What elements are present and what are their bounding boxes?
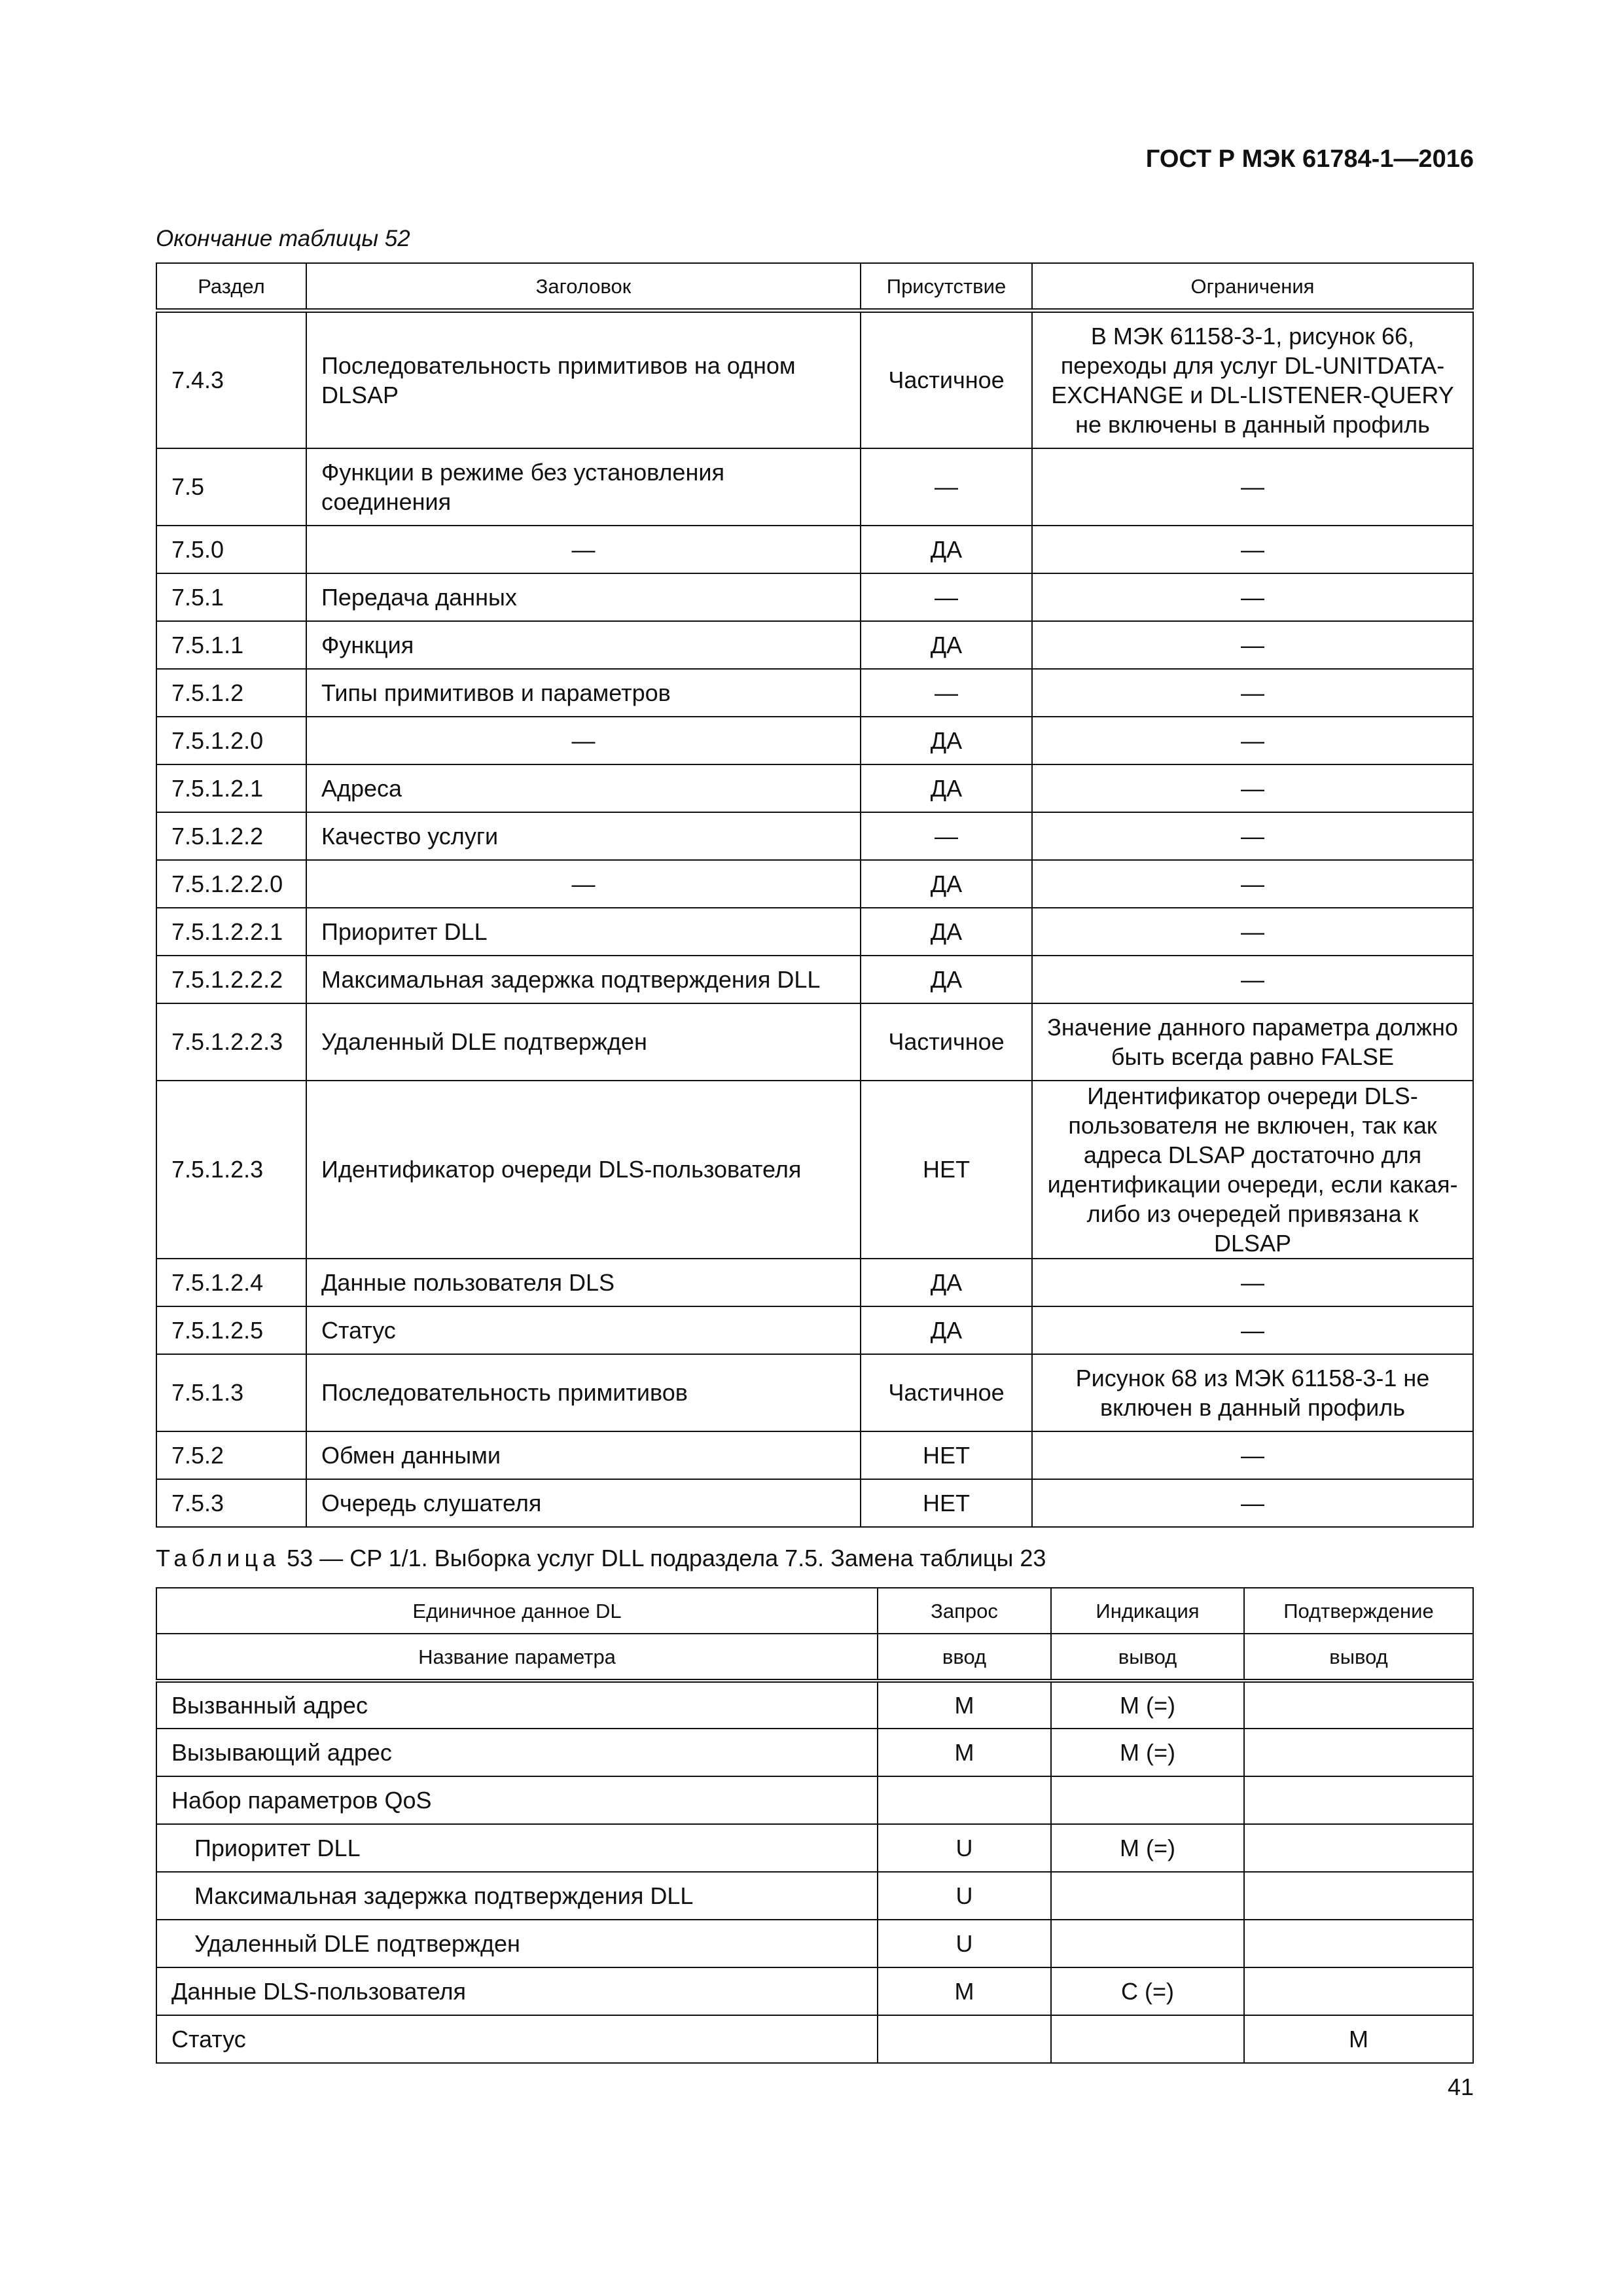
presence-cell: ДА — [861, 764, 1032, 812]
presence-cell: ДА — [861, 860, 1032, 908]
confirmation-cell — [1244, 1967, 1473, 2015]
presence-cell: — — [861, 812, 1032, 860]
section-cell: 7.5.2 — [156, 1431, 306, 1479]
limits-cell: — — [1032, 448, 1473, 526]
section-cell: 7.5.1.2.1 — [156, 764, 306, 812]
limits-cell: — — [1032, 1431, 1473, 1479]
section-cell: 7.5.1.2.2.2 — [156, 956, 306, 1003]
section-cell: 7.5.1.2.2.3 — [156, 1003, 306, 1081]
section-cell: 7.5.1.2.0 — [156, 717, 306, 764]
presence-cell: ДА — [861, 908, 1032, 956]
table-row — [156, 1776, 1473, 1824]
table-row — [156, 526, 1473, 573]
table-row — [156, 1081, 1473, 1259]
limits-cell: В МЭК 61158-3-1, рисунок 66, переходы для услуг DL-UNITDATA-EXCHANGE и DL-LISTENER-QUERY не включены в данный профиль — [1032, 311, 1473, 448]
table-53-caption-word: Таблица — [156, 1545, 281, 1571]
section-cell: 7.5.0 — [156, 526, 306, 573]
param-name-cell: Набор параметров QoS — [156, 1776, 878, 1824]
title-cell: Обмен данными — [306, 1431, 861, 1479]
indication-cell — [1051, 1872, 1244, 1920]
limits-cell: — — [1032, 1259, 1473, 1306]
title-cell: Адреса — [306, 764, 861, 812]
param-name-cell: Приоритет DLL — [156, 1824, 878, 1872]
title-cell: Статус — [306, 1306, 861, 1354]
table-row — [156, 812, 1473, 860]
presence-cell: НЕТ — [861, 1431, 1032, 1479]
limits-cell: Значение данного параметра должно быть всегда равно FALSE — [1032, 1003, 1473, 1081]
section-cell: 7.5.1.2.2 — [156, 812, 306, 860]
table-53-caption-text: 53 — CP 1/1. Выборка услуг DLL подраздела 7.5. Замена таблицы 23 — [280, 1545, 1046, 1571]
table-subheader-row — [156, 1634, 1473, 1681]
table-row — [156, 956, 1473, 1003]
indication-cell: C (=) — [1051, 1967, 1244, 2015]
limits-cell: — — [1032, 860, 1473, 908]
title-cell: Функция — [306, 621, 861, 669]
limits-cell: — — [1032, 526, 1473, 573]
indication-cell: M (=) — [1051, 1824, 1244, 1872]
indication-cell — [1051, 2015, 1244, 2063]
limits-cell: — — [1032, 908, 1473, 956]
section-cell: 7.5.3 — [156, 1479, 306, 1527]
param-name-cell: Максимальная задержка подтверждения DLL — [156, 1872, 878, 1920]
confirmation-cell: M — [1244, 2015, 1473, 2063]
table-52 — [156, 262, 1474, 1528]
confirmation-cell — [1244, 1776, 1473, 1824]
param-name-cell: Вызывающий адрес — [156, 1729, 878, 1776]
confirmation-cell — [1244, 1920, 1473, 1967]
column-header-indication: Индикация — [1051, 1588, 1244, 1634]
limits-cell: — — [1032, 573, 1473, 621]
title-cell: — — [306, 717, 861, 764]
request-cell — [878, 2015, 1051, 2063]
table-row — [156, 1003, 1473, 1081]
section-cell: 7.4.3 — [156, 311, 306, 448]
section-cell: 7.5.1 — [156, 573, 306, 621]
table-row — [156, 311, 1473, 448]
confirmation-cell — [1244, 1872, 1473, 1920]
title-cell: Данные пользователя DLS — [306, 1259, 861, 1306]
table-row — [156, 669, 1473, 717]
presence-cell: ДА — [861, 956, 1032, 1003]
table-row — [156, 764, 1473, 812]
section-cell: 7.5 — [156, 448, 306, 526]
title-cell: Удаленный DLE подтвержден — [306, 1003, 861, 1081]
title-cell: Приоритет DLL — [306, 908, 861, 956]
request-cell: U — [878, 1824, 1051, 1872]
column-subheader-param-name: Название параметра — [156, 1634, 878, 1681]
title-cell: — — [306, 526, 861, 573]
table-row — [156, 1872, 1473, 1920]
column-header-dl-data: Единичное данное DL — [156, 1588, 878, 1634]
column-header-title: Заголовок — [306, 263, 861, 311]
column-subheader-output: вывод — [1244, 1634, 1473, 1681]
page-number: 41 — [1447, 2073, 1474, 2100]
title-cell: Очередь слушателя — [306, 1479, 861, 1527]
confirmation-cell — [1244, 1729, 1473, 1776]
table-row — [156, 1431, 1473, 1479]
presence-cell: НЕТ — [861, 1081, 1032, 1259]
request-cell — [878, 1776, 1051, 1824]
limits-cell: Рисунок 68 из МЭК 61158-3-1 не включен в данный профиль — [1032, 1354, 1473, 1431]
presence-cell: ДА — [861, 1306, 1032, 1354]
column-header-confirmation: Подтверждение — [1244, 1588, 1473, 1634]
indication-cell — [1051, 1776, 1244, 1824]
table-row — [156, 1681, 1473, 1729]
section-cell: 7.5.1.2.3 — [156, 1081, 306, 1259]
section-cell: 7.5.1.3 — [156, 1354, 306, 1431]
section-cell: 7.5.1.2.5 — [156, 1306, 306, 1354]
title-cell: Максимальная задержка подтверждения DLL — [306, 956, 861, 1003]
column-header-request: Запрос — [878, 1588, 1051, 1634]
table-53-caption — [156, 1545, 1046, 1572]
title-cell: — — [306, 860, 861, 908]
table-row — [156, 1479, 1473, 1527]
limits-cell: — — [1032, 1306, 1473, 1354]
table-header-row — [156, 1588, 1473, 1634]
section-cell: 7.5.1.2.2.0 — [156, 860, 306, 908]
param-name-cell: Удаленный DLE подтвержден — [156, 1920, 878, 1967]
presence-cell: ДА — [861, 621, 1032, 669]
presence-cell: Частичное — [861, 1003, 1032, 1081]
section-cell: 7.5.1.2 — [156, 669, 306, 717]
table-row — [156, 908, 1473, 956]
request-cell: M — [878, 1729, 1051, 1776]
presence-cell: — — [861, 448, 1032, 526]
presence-cell: — — [861, 573, 1032, 621]
limits-cell: — — [1032, 956, 1473, 1003]
limits-cell: — — [1032, 764, 1473, 812]
presence-cell: — — [861, 669, 1032, 717]
table-52-caption: Окончание таблицы 52 — [156, 226, 410, 251]
limits-cell: — — [1032, 812, 1473, 860]
title-cell: Последовательность примитивов — [306, 1354, 861, 1431]
column-header-presence: Присутствие — [861, 263, 1032, 311]
section-cell: 7.5.1.2.2.1 — [156, 908, 306, 956]
param-name-cell: Данные DLS-пользователя — [156, 1967, 878, 2015]
table-53 — [156, 1587, 1474, 2064]
request-cell: M — [878, 1681, 1051, 1729]
title-cell: Типы примитивов и параметров — [306, 669, 861, 717]
presence-cell: ДА — [861, 526, 1032, 573]
table-row — [156, 1729, 1473, 1776]
limits-cell: Идентификатор очереди DLS-пользователя не включен, так как адреса DLSAP достаточно для идентификации очереди, если какая-либо из очередей привязана к DLSAP — [1032, 1081, 1473, 1259]
param-name-cell: Статус — [156, 2015, 878, 2063]
column-subheader-input: ввод — [878, 1634, 1051, 1681]
column-header-limits: Ограничения — [1032, 263, 1473, 311]
confirmation-cell — [1244, 1824, 1473, 1872]
request-cell: U — [878, 1920, 1051, 1967]
table-row — [156, 860, 1473, 908]
title-cell: Качество услуги — [306, 812, 861, 860]
table-row — [156, 1306, 1473, 1354]
section-cell: 7.5.1.1 — [156, 621, 306, 669]
presence-cell: ДА — [861, 717, 1032, 764]
limits-cell: — — [1032, 669, 1473, 717]
presence-cell: Частичное — [861, 1354, 1032, 1431]
limits-cell: — — [1032, 621, 1473, 669]
request-cell: M — [878, 1967, 1051, 2015]
table-row — [156, 1354, 1473, 1431]
indication-cell: M (=) — [1051, 1681, 1244, 1729]
table-row — [156, 1920, 1473, 1967]
table-header-row — [156, 263, 1473, 311]
table-row — [156, 2015, 1473, 2063]
title-cell: Последовательность примитивов на одном DLSAP — [306, 311, 861, 448]
column-header-section: Раздел — [156, 263, 306, 311]
title-cell: Идентификатор очереди DLS-пользователя — [306, 1081, 861, 1259]
table-row — [156, 1824, 1473, 1872]
presence-cell: НЕТ — [861, 1479, 1032, 1527]
presence-cell: Частичное — [861, 311, 1032, 448]
table-row — [156, 573, 1473, 621]
title-cell: Передача данных — [306, 573, 861, 621]
column-subheader-output: вывод — [1051, 1634, 1244, 1681]
limits-cell: — — [1032, 1479, 1473, 1527]
table-row — [156, 1967, 1473, 2015]
title-cell: Функции в режиме без установления соединения — [306, 448, 861, 526]
table-row — [156, 448, 1473, 526]
table-row — [156, 621, 1473, 669]
document-code: ГОСТ Р МЭК 61784-1—2016 — [1145, 145, 1474, 173]
request-cell: U — [878, 1872, 1051, 1920]
indication-cell: M (=) — [1051, 1729, 1244, 1776]
section-cell: 7.5.1.2.4 — [156, 1259, 306, 1306]
table-row — [156, 717, 1473, 764]
table-row — [156, 1259, 1473, 1306]
confirmation-cell — [1244, 1681, 1473, 1729]
indication-cell — [1051, 1920, 1244, 1967]
param-name-cell: Вызванный адрес — [156, 1681, 878, 1729]
presence-cell: ДА — [861, 1259, 1032, 1306]
limits-cell: — — [1032, 717, 1473, 764]
